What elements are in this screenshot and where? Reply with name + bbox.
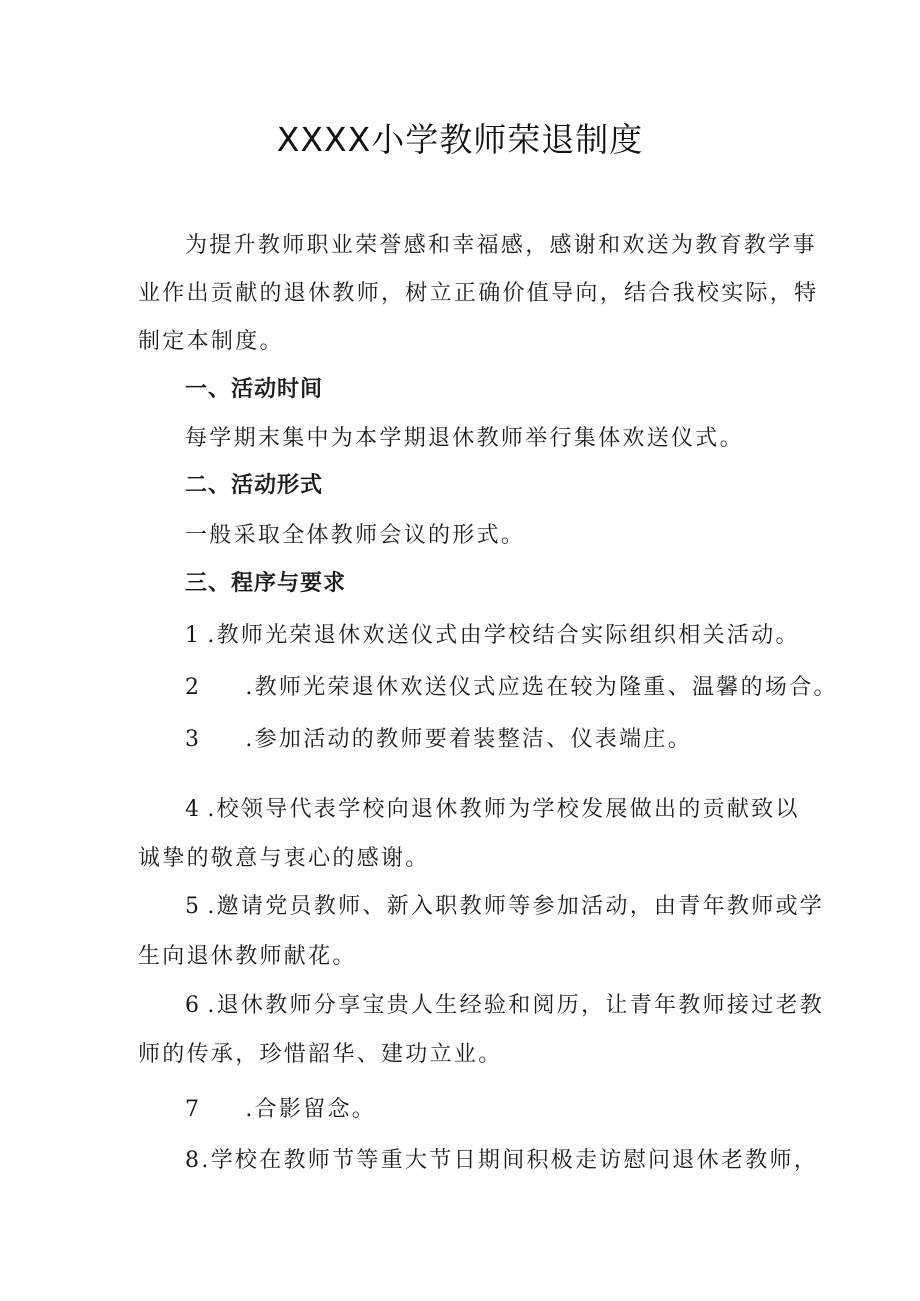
list-item (185, 792, 800, 823)
item-number: 2 (185, 675, 202, 700)
item-number: 3 (185, 727, 202, 752)
list-item (185, 889, 824, 920)
list-item-continuation: 生向退休教师献花。 (138, 944, 357, 969)
section-body-time: 每学期末集中为本学期退休教师举行集体欢送仪式。 (185, 426, 744, 451)
intro-line-3: 制定本制度。 (138, 329, 284, 354)
item-number: 4 (185, 797, 202, 822)
list-item (185, 1143, 818, 1174)
item-text: .校领导代表学校向退休教师为学校发展做出的贡献致以 (207, 797, 800, 822)
item-text: .参加活动的教师要着装整洁、仪表端庄。 (245, 727, 693, 752)
item-text: .学校在教师节等重大节日期间积极走访慰问退休老教师， (201, 1148, 819, 1173)
list-item (185, 618, 800, 649)
intro-line-1: 为提升教师职业荣誉感和幸福感，感谢和欢送为教育教学事 (185, 233, 817, 258)
item-number: 6 (185, 993, 202, 1018)
item-text: .邀请党员教师、新入职教师等参加活动，由青年教师或学 (207, 894, 825, 919)
item-text: .教师光荣退休欢送仪式应选在较为隆重、温馨的场合。 (245, 675, 838, 700)
list-item-continuation: 诚挚的敬意与衷心的感谢。 (138, 846, 430, 871)
item-text: .教师光荣退休欢送仪式由学校结合实际组织相关活动。 (207, 623, 800, 648)
list-item (185, 1092, 376, 1123)
section-heading-form: 二、活动形式 (185, 473, 324, 498)
section-body-form: 一般采取全体教师会议的形式。 (185, 523, 526, 548)
item-number: 5 (185, 894, 202, 919)
intro-line-2: 业作出贡献的退休教师，树立正确价值导向，结合我校实际，特 (138, 281, 819, 306)
item-text: .合影留念。 (245, 1097, 377, 1122)
item-number: 8 (185, 1148, 202, 1173)
list-item-continuation: 师的传承，珍惜韶华、建功立业。 (138, 1042, 503, 1067)
item-number: 1 (185, 623, 202, 648)
item-text: .退休教师分享宝贵人生经验和阅历，让青年教师接过老教 (207, 993, 825, 1018)
section-heading-procedure: 三、程序与要求 (185, 571, 347, 596)
list-item (185, 722, 692, 753)
list-item (185, 988, 824, 1019)
section-heading-time: 一、活动时间 (185, 377, 324, 402)
item-number: 7 (185, 1097, 202, 1122)
document-title: XXXX小学教师荣退制度 (276, 120, 644, 159)
list-item (185, 670, 838, 701)
